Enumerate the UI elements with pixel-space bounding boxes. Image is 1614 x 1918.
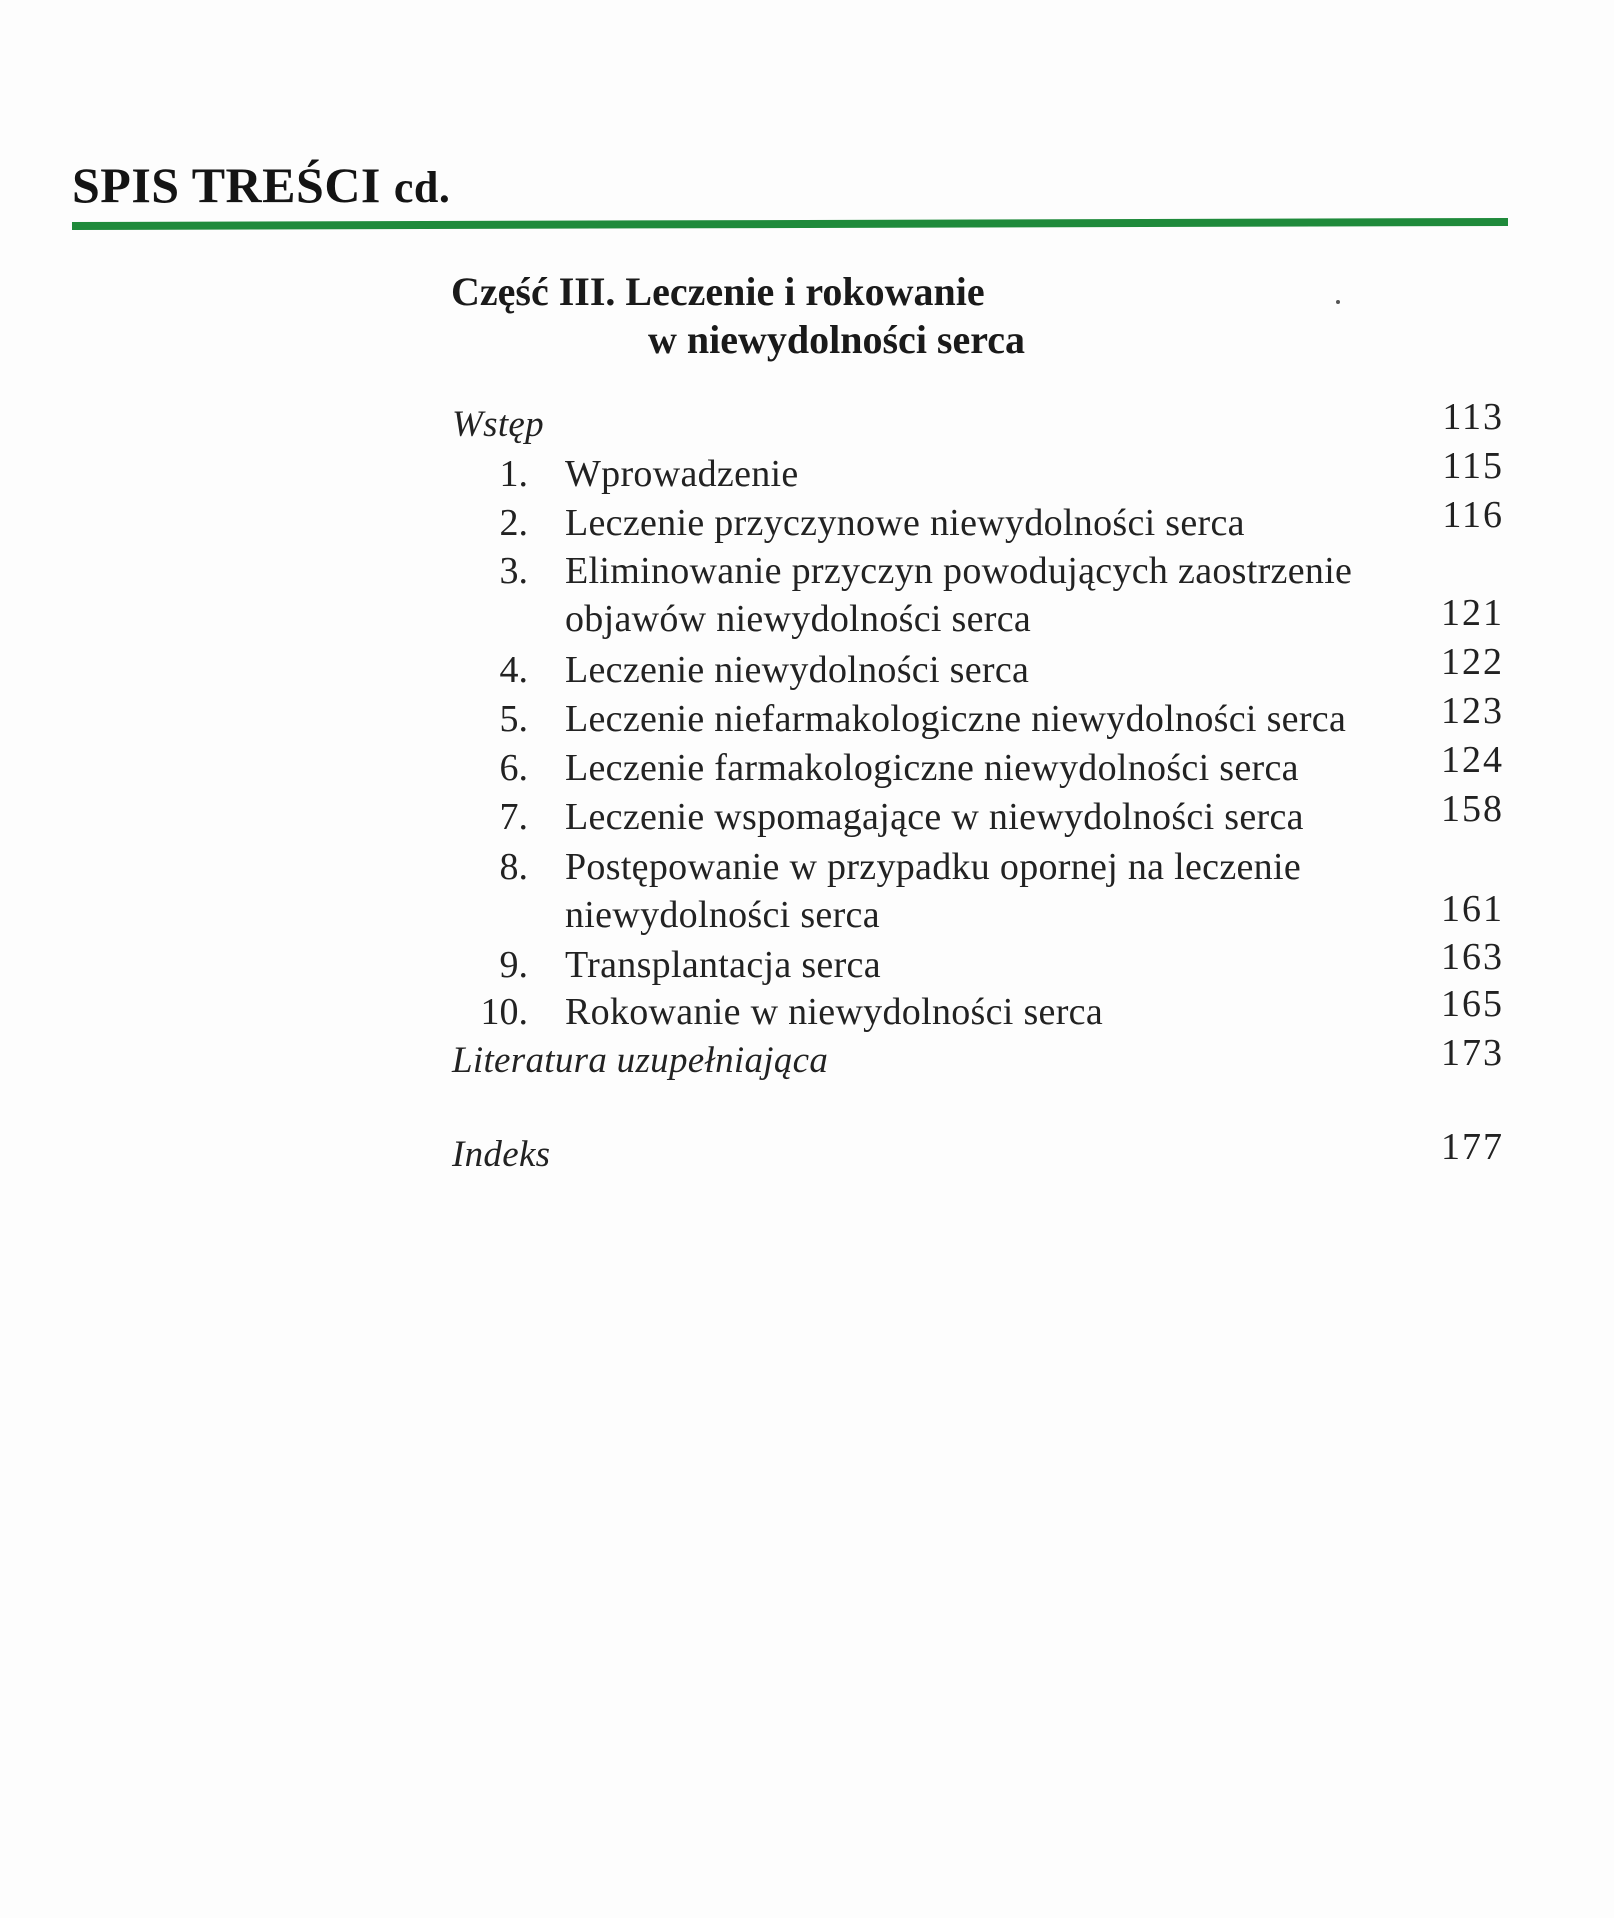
toc-entry-literature <box>452 1032 1504 1086</box>
toc-entry-page: 115 <box>1442 445 1504 487</box>
toc-entry-text-cont: objawów niewydolności serca <box>565 598 1032 640</box>
toc-entry-page: 158 <box>1441 788 1504 830</box>
toc-entry-text: Leczenie przyczynowe niewydolności serca <box>565 502 1245 544</box>
toc-entry-number: 2. <box>499 502 528 544</box>
page-title-main: SPIS TREŚCI <box>72 157 381 213</box>
toc-entry <box>452 788 1504 842</box>
title-divider <box>72 218 1508 230</box>
stray-mark <box>1336 300 1340 304</box>
toc-entry-number: 8. <box>499 846 528 888</box>
toc-entry-intro <box>452 396 1504 450</box>
toc-entry-number: 4. <box>499 649 528 691</box>
toc-entry-number: 6. <box>499 747 528 789</box>
part-heading <box>451 268 1025 364</box>
part-heading-line1: Część III. Leczenie i rokowanie <box>451 269 985 314</box>
toc-entry-page: 121 <box>1441 592 1504 634</box>
toc-entry-page: 124 <box>1441 739 1504 781</box>
toc-entry-text: Postępowanie w przypadku opornej na leczenie <box>565 846 1301 888</box>
toc-entry <box>452 739 1504 793</box>
toc-entry-number: 7. <box>499 796 528 838</box>
toc-entry-number: 3. <box>499 550 528 592</box>
toc-entry <box>452 842 1504 892</box>
toc-entry-text: Leczenie niewydolności serca <box>565 649 1030 691</box>
toc-entry-page: 123 <box>1441 690 1504 732</box>
toc-entry-text: Transplantacja serca <box>565 944 881 986</box>
toc-entry <box>452 445 1504 499</box>
toc-entry-page: 163 <box>1441 936 1504 978</box>
toc-entry <box>452 494 1504 548</box>
toc-entry-continuation <box>452 890 1504 940</box>
toc-entry <box>452 546 1504 596</box>
page-title-suffix: cd. <box>393 163 451 212</box>
toc-entry <box>452 690 1504 744</box>
toc-entry-text: Leczenie niefarmakologiczne niewydolności serca <box>565 698 1347 740</box>
toc-entry-text: Literatura uzupełniająca <box>452 1040 829 1081</box>
toc-entry-number: 9. <box>499 944 528 986</box>
toc-entry-page: 177 <box>1441 1126 1504 1168</box>
toc-entry-index <box>452 1126 1504 1180</box>
toc-entry-page: 165 <box>1441 983 1504 1025</box>
toc-entry-page: 173 <box>1441 1032 1504 1074</box>
toc-entry <box>452 983 1504 1037</box>
toc-entry-page: 122 <box>1441 641 1504 683</box>
toc-entry-page: 113 <box>1442 396 1504 438</box>
toc-entry-text: Leczenie farmakologiczne niewydolności serca <box>565 747 1299 789</box>
toc-entry-page: 161 <box>1441 888 1504 930</box>
toc-entry-number: 1. <box>499 453 528 495</box>
toc-entry-text: Rokowanie w niewydolności serca <box>565 991 1103 1033</box>
toc-entry-text-cont: niewydolności serca <box>565 894 880 936</box>
toc-entry-number: 5. <box>499 698 528 740</box>
toc-entry-text: Indeks <box>452 1134 551 1175</box>
toc-entry-text: Wstęp <box>452 404 544 445</box>
part-heading-line2: w niewydolności serca <box>648 317 1026 362</box>
toc-entry-continuation <box>452 594 1504 644</box>
toc-entry-text: Eliminowanie przyczyn powodujących zaostrzenie <box>565 550 1353 592</box>
toc-entry-number: 10. <box>480 991 528 1033</box>
toc-entry-text: Wprowadzenie <box>565 453 799 495</box>
toc-entry <box>452 936 1504 990</box>
toc-entry-text: Leczenie wspomagające w niewydolności serca <box>565 796 1304 838</box>
toc-entry-page: 116 <box>1442 494 1504 536</box>
page-title <box>72 157 451 213</box>
toc-entry <box>452 641 1504 695</box>
